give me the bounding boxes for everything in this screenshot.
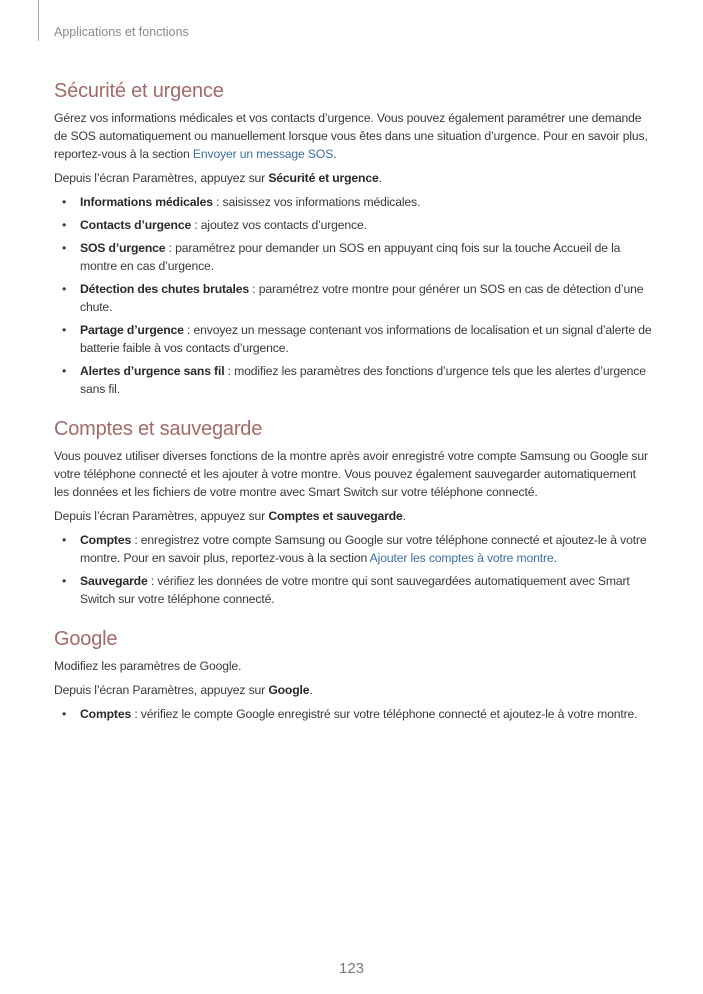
item-desc: : modifiez les paramètres des fonctions d’urgence tels que les alertes d’urgence sans fil. (80, 364, 646, 396)
path-end: . (378, 171, 382, 185)
section-intro: Vous pouvez utiliser diverses fonctions de la montre après avoir enregistré votre compte Samsung ou Google sur votre téléphone connecté et les ajouter à votre montre. Vous pouvez également sauvegarder automatiquement les données et les fichiers de votre montre avec Smart Switch sur votre téléphone connecté. (54, 449, 648, 499)
intro-text: Gérez vos informations médicales et vos contacts d’urgence. Vous pouvez également paramétrer une demande de SOS automatiquement ou manuellement lorsque vous êtes dans une situation d’urgence. Pour en savoir plus, reportez-vous à la section (54, 111, 648, 161)
settings-path (54, 681, 654, 699)
list-item (54, 572, 654, 608)
page-number: 123 (338, 960, 365, 977)
page-content (54, 80, 654, 743)
section-comptes-sauvegarde (54, 418, 654, 608)
list-item (54, 531, 654, 567)
path-text: Depuis l’écran Paramètres, appuyez sur (54, 171, 269, 185)
path-target: Google (268, 683, 310, 697)
bullet: • (62, 323, 67, 337)
section-title: Sécurité et urgence (54, 80, 224, 102)
item-desc: : ajoutez vos contacts d’urgence. (191, 218, 367, 232)
bullet: • (62, 707, 67, 721)
settings-path (54, 169, 654, 187)
item-desc: : vérifiez le compte Google enregistré sur votre téléphone connecté et ajoutez-le à votre montre. (131, 707, 638, 721)
header-rule (38, 0, 39, 41)
item-term: Comptes (80, 707, 132, 721)
item-term: Partage d’urgence (80, 323, 184, 337)
bullet: • (62, 282, 67, 296)
section-title: Comptes et sauvegarde (54, 418, 263, 440)
path-text: Depuis l’écran Paramètres, appuyez sur (54, 683, 269, 697)
list-item (54, 362, 654, 398)
path-end: . (402, 509, 406, 523)
list-item (54, 216, 654, 234)
item-term: Contacts d’urgence (80, 218, 192, 232)
section-intro (54, 109, 654, 163)
bullet: • (62, 533, 67, 547)
item-desc: : paramétrez pour demander un SOS en appuyant cinq fois sur la touche Accueil de la montre en cas d’urgence. (80, 241, 621, 273)
option-list (54, 193, 654, 398)
bullet: • (62, 218, 67, 232)
section-securite-urgence (54, 80, 654, 398)
item-desc: : vérifiez les données de votre montre qui sont sauvegardées automatiquement avec Smart Switch sur votre téléphone connecté. (80, 574, 630, 606)
bullet: • (62, 195, 67, 209)
list-item (54, 705, 654, 723)
link-envoyer-sos[interactable]: Envoyer un message SOS (192, 147, 334, 161)
item-end: . (553, 551, 557, 565)
list-item (54, 280, 654, 316)
path-target: Comptes et sauvegarde (268, 509, 403, 523)
running-title: Applications et fonctions (54, 25, 189, 39)
list-item (54, 193, 654, 211)
section-intro: Modifiez les paramètres de Google. (54, 659, 242, 673)
item-term: Comptes (80, 533, 132, 547)
list-item (54, 239, 654, 275)
item-desc: : enregistrez votre compte Samsung ou Google sur votre téléphone connecté et ajoutez-le à votre montre. Pour en savoir plus, reportez-vous à la section (80, 533, 647, 565)
section-google (54, 628, 654, 723)
path-text: Depuis l’écran Paramètres, appuyez sur (54, 509, 269, 523)
settings-path (54, 507, 654, 525)
item-term: Alertes d’urgence sans fil (80, 364, 225, 378)
bullet: • (62, 574, 67, 588)
bullet: • (62, 241, 67, 255)
item-term: Informations médicales (80, 195, 213, 209)
path-target: Sécurité et urgence (268, 171, 379, 185)
intro-end: . (333, 147, 337, 161)
item-term: SOS d’urgence (80, 241, 166, 255)
item-desc: : envoyez un message contenant vos informations de localisation et un signal d’alerte de batterie faible à vos contacts d’urgence. (80, 323, 652, 355)
item-desc: : paramétrez votre montre pour générer un SOS en cas de détection d’une chute. (80, 282, 644, 314)
list-item (54, 321, 654, 357)
item-term: Détection des chutes brutales (80, 282, 250, 296)
item-desc: : saisissez vos informations médicales. (212, 195, 421, 209)
option-list (54, 705, 654, 723)
path-end: . (309, 683, 313, 697)
bullet: • (62, 364, 67, 378)
option-list (54, 531, 654, 608)
section-title: Google (54, 628, 118, 650)
link-ajouter-comptes[interactable]: Ajouter les comptes à votre montre (369, 551, 554, 565)
item-term: Sauvegarde (80, 574, 148, 588)
